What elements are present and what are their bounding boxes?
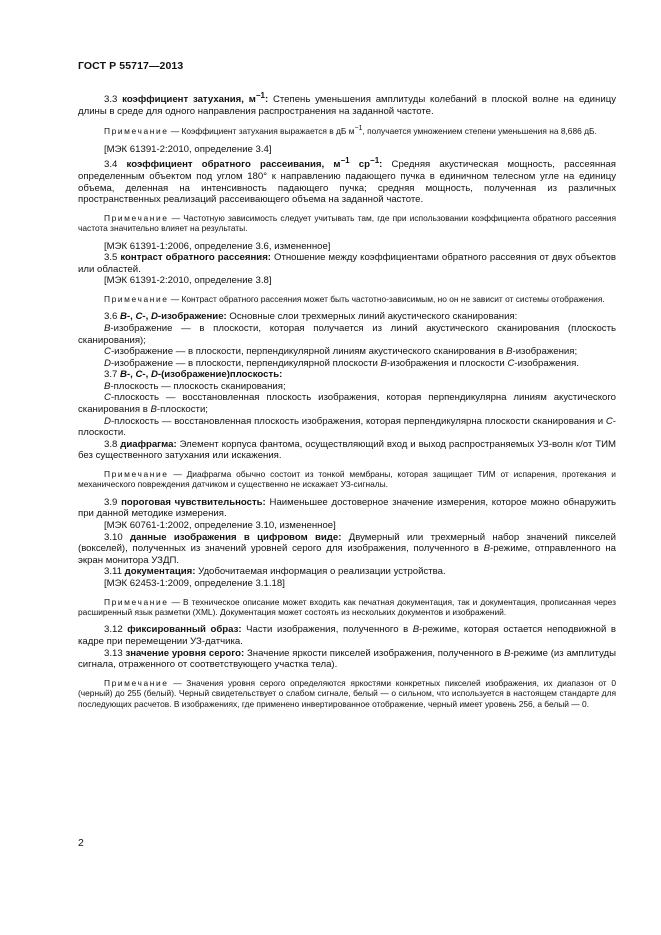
term: данные изображения в цифровом виде:: [130, 531, 342, 543]
definition-3-6-b: B-изображение — в плоскости, которая получается из линий акустического сканирования (плоскость сканирования);: [78, 322, 616, 346]
note-3-11: Примечание — В техническое описание может входить как печатная документация, так и документация, прописанная через расширенный язык разметки (XML). Документация может состоять из нескольких документов и изображений.: [78, 596, 616, 618]
definition-3-4: 3.4 коэффициент обратного рассеивания, $м^{-1}$ $ср^{-1}$: Средняя акустическая мощность, рассеянная определенным объектом под углом 180° к направлению падающего пучка в единичном телесном угле на единицу объема, деленная на интенсивность падающего пучка; средняя мощность, полученная из различных пространственных реализаций рассеивающего объема на заданной частоте.: [78, 156, 616, 206]
note-3-13: Примечание — Значения уровня серого определяются яркостями конкретных пикселей изображения, их диапазон от 0 (черный) до 255 (белый). Черный свидетельствует о слабом сигнале, белый — о сильном, что используется в настоящем стандарте для последующих расчетов. В изображениях, где применено инвертированное отображение, черный имеет уровень 256, а белый — 0.: [78, 677, 616, 709]
page-number: 2: [78, 837, 84, 849]
term: B-, C-, D-изображение:: [120, 311, 227, 323]
definition-3-7-b: B-плоскость — плоскость сканирования;: [104, 380, 286, 392]
term: контраст обратного рассеяния:: [120, 252, 271, 264]
document-body: [78, 90, 616, 709]
reference-3-4: [МЭК 61391-1:2006, определение 3.6, измененное]: [104, 240, 331, 252]
term: значение уровня серого:: [125, 647, 245, 659]
definition-3-10: 3.10 данные изображения в цифровом виде: Двумерный или трехмерный набор значений пикселей (вокселей), полученных из значений уровней серого для изображения, полученного в B-режиме, отправленного на экран монитора УЗДП.: [78, 531, 616, 566]
definition-3-5: 3.5 контраст обратного рассеяния: Отношение между коэффициентами обратного рассеяния от двух объектов или областей.: [78, 252, 616, 275]
definition-3-6-d: D-изображение — в плоскости, перпендикулярной плоскости B-изображения и плоскости C-изображения.: [104, 357, 579, 369]
definition-3-6: 3.6 B-, C-, D-изображение: Основные слои трехмерных линий акустического сканирования:: [104, 311, 518, 323]
note-3-8: Примечание — Диафрагма обычно состоит из тонкой мембраны, которая защищает ТИМ от испарения, протекания и механического повреждения датчиком и существенно не искажает УЗ-сигналы.: [78, 469, 616, 490]
reference-3-3: [МЭК 61391-2:2010, определение 3.4]: [104, 143, 272, 155]
term: документация:: [124, 566, 196, 578]
definition-3-7-d: D-плоскость — восстановленная плоскость изображения, которая перпендикулярна плоскости сканирования и C-плоскости.: [78, 415, 616, 439]
definition-3-7: 3.7 B-, C-, D-(изображение)плоскость:: [104, 369, 283, 381]
term: коэффициент затухания, $м^{-1}$:: [122, 91, 269, 106]
note-3-3: Примечание — Коэффициент затухания выражается в дБ $м^{-1}$, получается умножением степени уменьшения на 8,686 дБ.: [104, 125, 597, 137]
definition-3-3: 3.3 коэффициент затухания, $м^{-1}$: Степень уменьшения амплитуды колебаний в плоской волне на единицу длины в среде для одного направления распространения на заданной частоте.: [78, 91, 616, 117]
reference-3-9: [МЭК 60761-1:2002, определение 3.10, измененное]: [104, 520, 336, 532]
definition-3-12: 3.12 фиксированный образ: Части изображения, полученного в B-режиме, которая остается неподвижной в кадре при перемещении УЗ-датчика.: [78, 624, 617, 648]
reference-3-5: [МЭК 61391-2:2010, определение 3.8]: [104, 275, 272, 287]
note-3-4: Примечание — Частотную зависимость следует учитывать там, где при использовании коэффициента обратного рассеяния частота значительно влияет на результаты.: [78, 212, 616, 234]
definition-3-6-c: C-изображение — в плоскости, перпендикулярной линиям акустического сканирования в B-изображения;: [104, 346, 578, 358]
term: коэффициент обратного рассеивания, $м^{-1}$ $ср^{-1}$:: [126, 156, 383, 171]
definition-3-8: 3.8 диафрагма: Элемент корпуса фантома, осуществляющий вход и выход распространяемых УЗ-волн к/от ТИМ без существенного затухания или искажения.: [78, 438, 616, 462]
term: B-, C-, D-(изображение)плоскость:: [120, 369, 283, 381]
term: фиксированный образ:: [127, 624, 242, 636]
definition-3-13: 3.13 значение уровня серого: Значение яркости пикселей изображения, полученного в B-режиме (из амплитуды сигнала, отраженного от соответствующего участка тела).: [78, 647, 616, 671]
definition-3-7-c: C-плоскость — восстановленная плоскость изображения, которая перпендикулярна линиям акустического сканирования в B-плоскости;: [78, 392, 616, 416]
definition-3-9: 3.9 пороговая чувствительность: Наименьшее достоверное значение измерения, которое можно обнаружить при данной методике измерения.: [78, 496, 616, 520]
note-3-5: Примечание — Контраст обратного рассеяния может быть частотно-зависимым, но он не зависит от системы отображения.: [104, 293, 605, 304]
term: пороговая чувствительность:: [121, 496, 266, 508]
reference-3-11: [МЭК 62453-1:2009, определение 3.1.18]: [104, 578, 285, 590]
document-header: ГОСТ Р 55717—2013: [78, 60, 184, 72]
definition-3-11: 3.11 документация: Удобочитаемая информация о реализации устройства.: [104, 566, 446, 578]
term: диафрагма:: [120, 438, 177, 450]
